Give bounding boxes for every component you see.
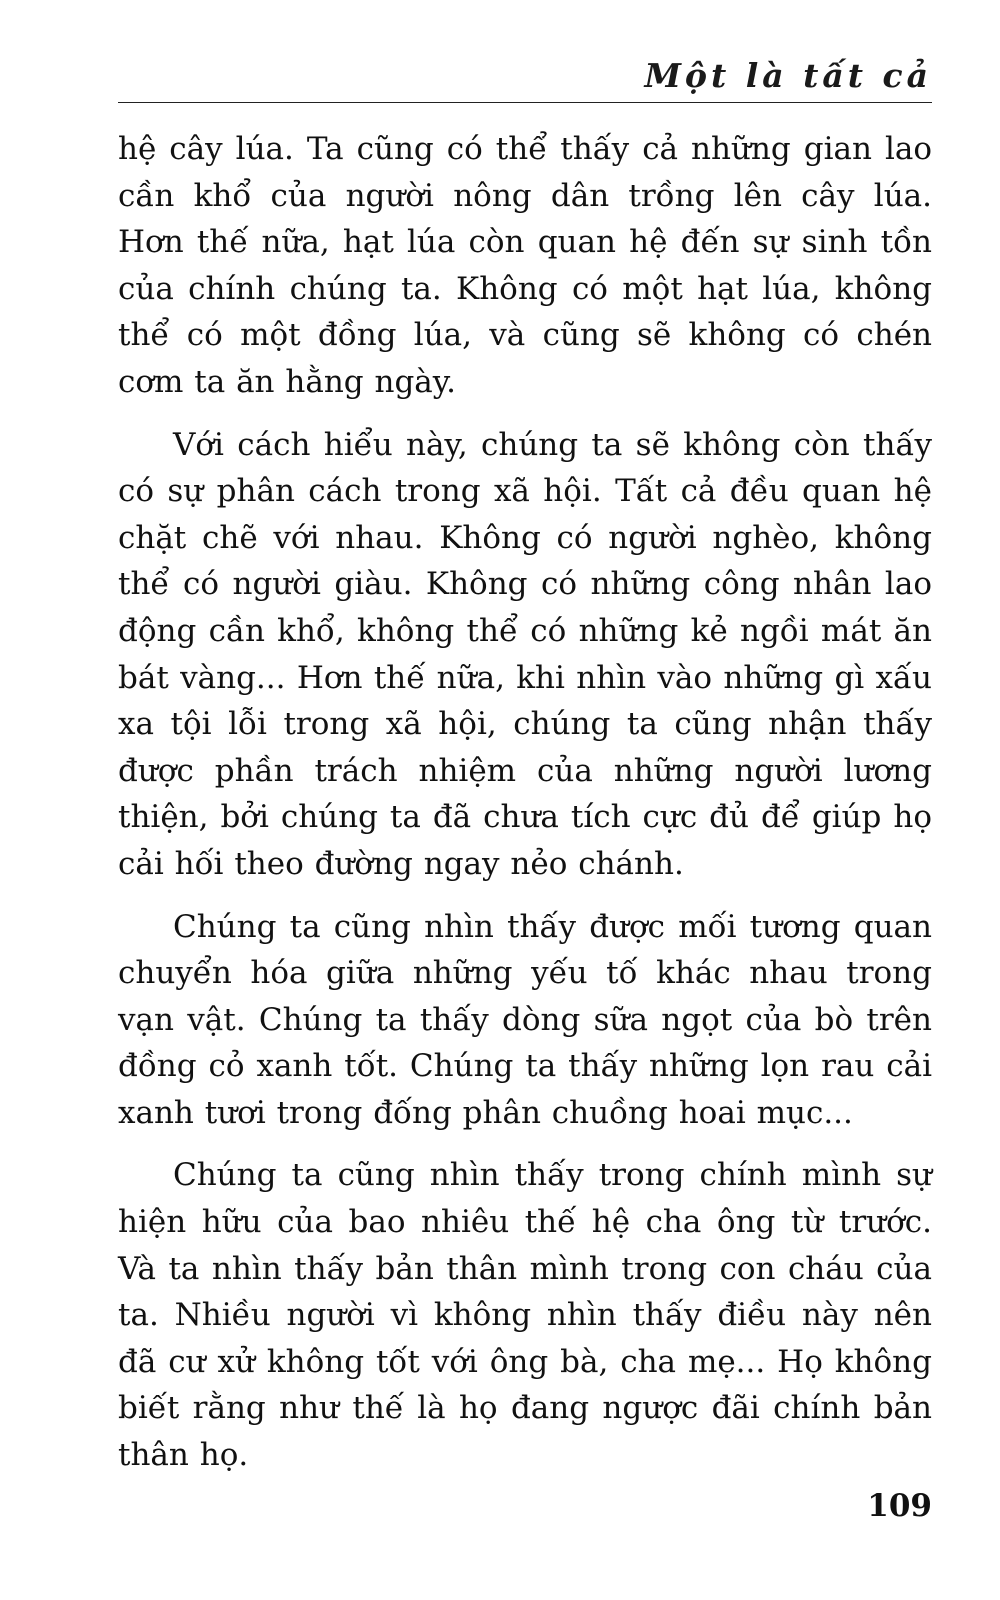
running-header — [118, 52, 932, 103]
paragraph: Chúng ta cũng nhìn thấy được mối tương quan chuyển hóa giữa những yếu tố khác nhau trong vạn vật. Chúng ta thấy dòng sữa ngọt của bò trên đồng cỏ xanh tốt. Chúng ta thấy những lọn rau cải xanh tươi trong đống phân chuồng hoai mục... — [118, 908, 932, 1131]
paragraph: Với cách hiểu này, chúng ta sẽ không còn thấy có sự phân cách trong xã hội. Tất cả đều quan hệ chặt chẽ với nhau. Không có người nghèo, không thể có người giàu. Không có những công nhân lao động cần khổ, không thể có những kẻ ngồi mát ăn bát vàng... Hơn thế nữa, khi nhìn vào những gì xấu xa tội lỗi trong xã hội, chúng ta cũng nhận thấy được phần trách nhiệm của những người lương thiện, bởi chúng ta đã chưa tích cực đủ để giúp họ cải hối theo đường ngay nẻo chánh. — [118, 426, 932, 882]
page-number: 109 — [867, 1488, 932, 1524]
body-text — [118, 126, 932, 1495]
paragraph: Chúng ta cũng nhìn thấy trong chính mình sự hiện hữu của bao nhiêu thế hệ cha ông từ trước. Và ta nhìn thấy bản thân mình trong con cháu của ta. Nhiều người vì không nhìn thấy điều này nên đã cư xử không tốt với ông bà, cha mẹ... Họ không biết rằng như thế là họ đang ngược đãi chính bản thân họ. — [118, 1157, 932, 1474]
paragraph-continued: hệ cây lúa. Ta cũng có thể thấy cả những gian lao cần khổ của người nông dân trồng lên cây lúa. Hơn thế nữa, hạt lúa còn quan hệ đến sự sinh tồn của chính chúng ta. Không có một hạt lúa, không thể có một đồng lúa, và cũng sẽ không có chén cơm ta ăn hằng ngày. — [118, 131, 932, 400]
running-title: Một là tất cả — [644, 56, 932, 95]
